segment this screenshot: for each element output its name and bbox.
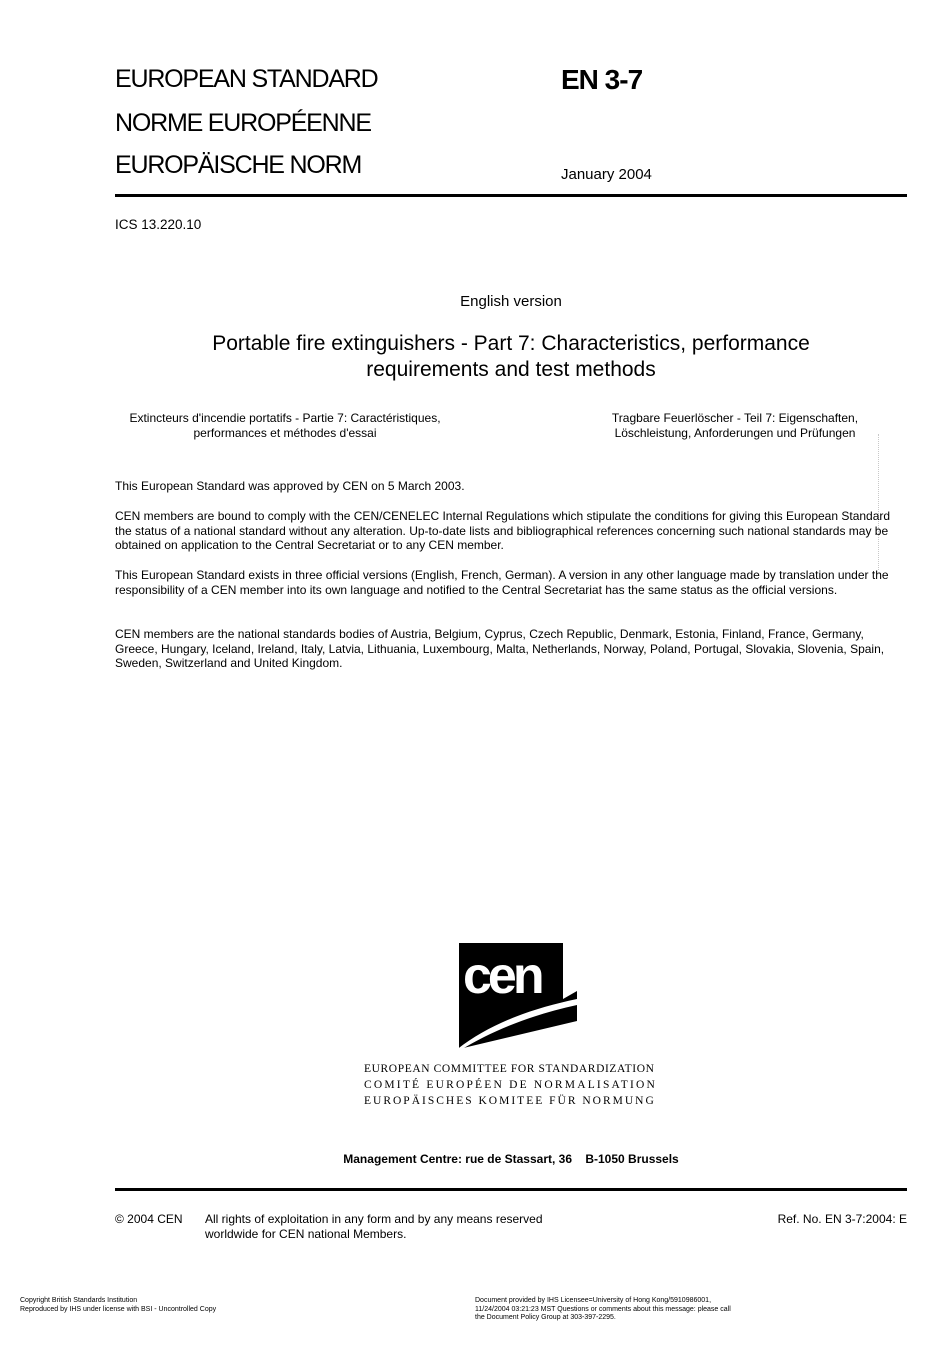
watermark-right-line-3: the Document Policy Group at 303-397-2295. bbox=[475, 1314, 616, 1321]
cen-logo-graphic bbox=[457, 943, 577, 1049]
watermark-right bbox=[475, 1297, 731, 1323]
german-title-line-2: Löschleistung, Anforderungen und Prüfungen bbox=[614, 425, 856, 440]
title-german: EUROPÄISCHE NORM bbox=[115, 151, 362, 179]
paragraph-versions: This European Standard exists in three official versions (English, French, German). A version in any other language made by translation under the responsibility of a CEN member into its own language and notified to the Central Secretariat has the same status as the official versions. bbox=[115, 568, 889, 597]
title-english: EUROPEAN STANDARD bbox=[115, 65, 378, 93]
publication-date: January 2004 bbox=[561, 166, 652, 183]
french-title bbox=[115, 411, 455, 440]
ics-code: ICS 13.220.10 bbox=[115, 217, 202, 232]
paragraph-approval: This European Standard was approved by CEN on 5 March 2003. bbox=[115, 479, 465, 493]
paragraph-compliance: CEN members are bound to comply with the CEN/CENELEC Internal Regulations which stipulate the conditions for giving this European Standard the status of a national standard without any alteration. Up-to-date lists and bibliographical references concerning such national standards may be obtained on application to the Central Secretariat or to any CEN member. bbox=[115, 509, 891, 553]
french-title-line-1: Extincteurs d'incendie portatifs - Partie 7: Caractéristiques, bbox=[129, 411, 441, 425]
main-title bbox=[115, 331, 907, 383]
german-title bbox=[575, 411, 895, 440]
watermark-right-line-1: Document provided by IHS Licensee=University of Hong Kong/5910986001, bbox=[475, 1297, 712, 1304]
main-title-line-2: requirements and test methods bbox=[366, 358, 656, 381]
rights-statement bbox=[205, 1212, 543, 1241]
rights-line-1: All rights of exploitation in any form and by any means reserved bbox=[205, 1212, 543, 1226]
main-title-line-1: Portable fire extinguishers - Part 7: Characteristics, performance bbox=[212, 332, 810, 355]
copyright-notice: © 2004 CEN bbox=[115, 1212, 183, 1226]
title-french: NORME EUROPÉENNE bbox=[115, 109, 371, 137]
watermark-left bbox=[20, 1297, 216, 1314]
committee-french: COMITÉ EUROPÉEN DE NORMALISATION bbox=[364, 1079, 658, 1091]
management-centre: Management Centre: rue de Stassart, 36 B-1050 Brussels bbox=[343, 1152, 679, 1166]
footer-divider bbox=[115, 1188, 907, 1191]
german-title-line-1: Tragbare Feuerlöscher - Teil 7: Eigenschaften, bbox=[611, 411, 859, 425]
rights-line-2: worldwide for CEN national Members. bbox=[205, 1226, 407, 1241]
cen-logo bbox=[457, 943, 577, 1049]
cen-logo-text: cen bbox=[463, 947, 541, 1005]
standard-number: EN 3-7 bbox=[561, 64, 643, 95]
watermark-left-line-2: Reproduced by IHS under license with BSI - Uncontrolled Copy bbox=[20, 1305, 217, 1313]
header-divider bbox=[115, 194, 907, 197]
committee-german: EUROPÄISCHES KOMITEE FÜR NORMUNG bbox=[364, 1095, 656, 1107]
committee-english: EUROPEAN COMMITTEE FOR STANDARDIZATION bbox=[364, 1063, 655, 1075]
watermark-left-line-1: Copyright British Standards Institution bbox=[20, 1297, 138, 1304]
paragraph-members: CEN members are the national standards bodies of Austria, Belgium, Cyprus, Czech Republic, Denmark, Estonia, Finland, France, Germany, Greece, Hungary, Iceland, Ireland, Italy, Latvia, Lithuania, Luxembourg, Malta, Netherlands, Norway, Poland, Portugal, Slovakia, Slovenia, Spain, Sweden, Switzerland and United Kingdom. bbox=[115, 627, 885, 671]
watermark-right-line-2: 11/24/2004 03:21:23 MST Questions or comments about this message: please call bbox=[475, 1305, 731, 1313]
version-label: English version bbox=[460, 293, 562, 310]
french-title-line-2: performances et méthodes d'essai bbox=[193, 425, 377, 440]
reference-number: Ref. No. EN 3-7:2004: E bbox=[777, 1212, 907, 1226]
